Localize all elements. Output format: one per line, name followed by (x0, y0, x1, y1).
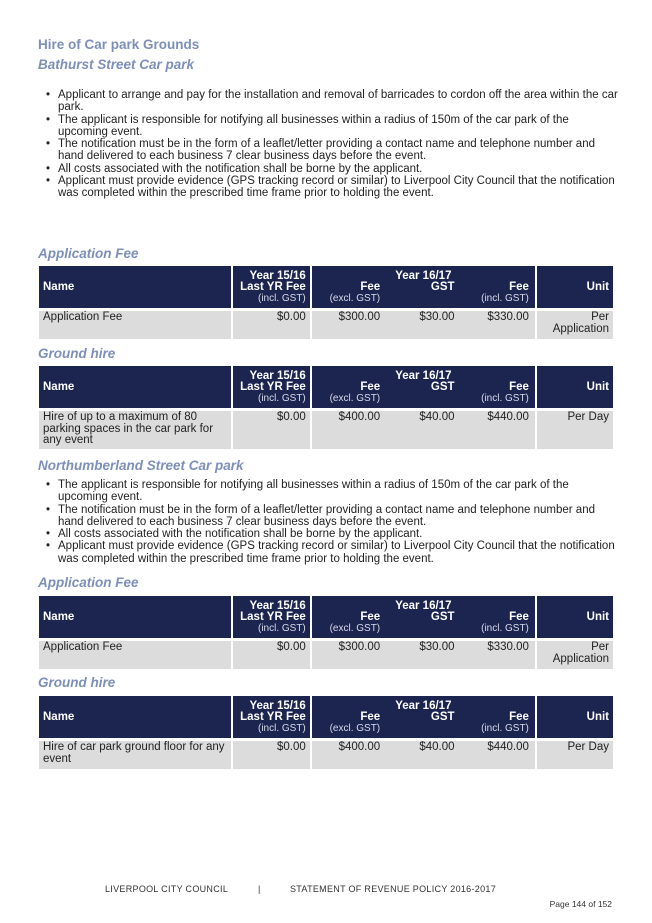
col-fee-incl: Fee (incl. GST) (481, 610, 529, 634)
cell-gst: $30.00 (419, 641, 455, 653)
footer-separator: | (258, 884, 261, 894)
list-item: • Applicant must provide evidence (GPS tracking record or similar) to Liverpool City Council that the notification was completed within the prescribed time frame prior to holding the event. (46, 540, 621, 565)
bathurst-bullet-list (46, 89, 621, 200)
northumberland-bullet-list (46, 479, 621, 565)
table-title-ground-hire: Ground hire (38, 675, 116, 690)
cell-unit: Per Application (537, 641, 613, 669)
year-1516-label: Year 15/16 (249, 269, 306, 282)
col-last-year (233, 266, 310, 311)
year-1516-label: Year 15/16 (249, 699, 306, 712)
fee-table-application-bathurst (37, 266, 615, 339)
col-fee-excl: Fee (excl. GST) (329, 380, 381, 404)
year-1617-label: Year 16/17 (395, 599, 452, 612)
cell-last-yr-fee: $0.00 (233, 641, 310, 669)
col-fee-incl: Fee (incl. GST) (481, 710, 529, 734)
cell-fee-excl: $300.00 (338, 311, 381, 323)
cell-name: Hire of car park ground floor for any event (39, 741, 231, 769)
col-gst: GST (430, 710, 455, 723)
list-item: • The applicant is responsible for notifying all businesses within a radius of 150m of the car park of the upcoming event. (46, 479, 621, 504)
section-title-northumberland: Northumberland Street Car park (38, 458, 244, 473)
year-1617-label: Year 16/17 (395, 369, 452, 382)
col-unit: Unit (537, 266, 613, 311)
cell-name: Hire of up to a maximum of 80 parking spaces in the car park for any event (39, 411, 231, 449)
col-group-1617 (312, 696, 535, 741)
table-row (39, 411, 613, 449)
table-header-row (39, 266, 613, 311)
col-last-year (233, 596, 310, 641)
cell-last-yr-fee: $0.00 (233, 741, 310, 769)
list-item: • The notification must be in the form of a leaflet/letter providing a contact name and telephone number and hand delivered to each business 7 clear business days before the event. (46, 504, 621, 529)
list-item: • Applicant must provide evidence (GPS tracking record or similar) to Liverpool City Council that the notification was completed within the prescribed time frame prior to holding the event. (46, 175, 621, 200)
table-header-row (39, 596, 613, 641)
col-name: Name (39, 366, 231, 411)
col-fee-excl: Fee (excl. GST) (329, 710, 381, 734)
incl-gst-label: (incl. GST) (257, 722, 306, 734)
year-1617-label: Year 16/17 (395, 699, 452, 712)
col-name: Name (39, 266, 231, 311)
col-group-1617 (312, 366, 535, 411)
cell-fee-excl: $400.00 (338, 741, 381, 753)
table-title-ground-hire: Ground hire (38, 346, 116, 361)
table-row (39, 741, 613, 769)
list-item: • The applicant is responsible for notifying all businesses within a radius of 150m of the car park of the upcoming event. (46, 114, 621, 139)
cell-last-yr-fee: $0.00 (233, 311, 310, 339)
fee-table-application-northumberland (37, 596, 615, 669)
table-header-row (39, 366, 613, 411)
col-fee-incl: Fee (incl. GST) (481, 380, 529, 404)
incl-gst-label: (incl. GST) (257, 292, 306, 304)
cell-fee-excl: $400.00 (338, 411, 381, 423)
last-yr-fee-label: Last YR Fee (240, 280, 306, 293)
col-group-1617 (312, 596, 535, 641)
fee-table-ground-hire-bathurst (37, 366, 615, 449)
cell-fee-incl: $440.00 (487, 741, 529, 753)
footer-document-title: STATEMENT OF REVENUE POLICY 2016-2017 (290, 884, 497, 894)
last-yr-fee-label: Last YR Fee (240, 710, 306, 723)
cell-fee-excl: $300.00 (338, 641, 381, 653)
col-name: Name (39, 596, 231, 641)
col-fee-excl: Fee (excl. GST) (329, 610, 381, 634)
last-yr-fee-label: Last YR Fee (240, 610, 306, 623)
cell-fee-incl: $440.00 (487, 411, 529, 423)
fee-table-ground-hire-northumberland (37, 696, 615, 769)
col-fee-excl: Fee (excl. GST) (329, 280, 381, 304)
col-fee-incl: Fee (incl. GST) (481, 280, 529, 304)
cell-gst: $40.00 (419, 411, 455, 423)
year-1617-label: Year 16/17 (395, 269, 452, 282)
cell-unit: Per Application (537, 311, 613, 339)
cell-gst: $40.00 (419, 741, 455, 753)
list-item: • All costs associated with the notification shall be borne by the applicant. (46, 163, 621, 175)
col-unit: Unit (537, 696, 613, 741)
incl-gst-label: (incl. GST) (257, 622, 306, 634)
table-row (39, 311, 613, 339)
table-title-application-fee: Application Fee (38, 246, 139, 261)
col-gst: GST (430, 610, 455, 623)
cell-fee-incl: $330.00 (487, 641, 529, 653)
section-title-bathurst: Bathurst Street Car park (38, 57, 195, 72)
year-1516-label: Year 15/16 (249, 369, 306, 382)
col-unit: Unit (537, 366, 613, 411)
col-group-1617 (312, 266, 535, 311)
table-header-row (39, 696, 613, 741)
cell-last-yr-fee: $0.00 (233, 411, 310, 449)
cell-gst: $30.00 (419, 311, 455, 323)
table-title-application-fee: Application Fee (38, 575, 139, 590)
page-heading: Hire of Car park Grounds (38, 37, 200, 52)
cell-fee-incl: $330.00 (487, 311, 529, 323)
cell-name: Application Fee (39, 641, 231, 669)
table-row (39, 641, 613, 669)
year-1516-label: Year 15/16 (249, 599, 306, 612)
list-item: • Applicant to arrange and pay for the installation and removal of barricades to cordon off the area within the car park. (46, 89, 621, 114)
col-name: Name (39, 696, 231, 741)
cell-unit: Per Day (537, 411, 613, 449)
col-last-year (233, 366, 310, 411)
page-number: Page 144 of 152 (549, 899, 612, 909)
col-last-year (233, 696, 310, 741)
col-gst: GST (430, 280, 455, 293)
list-item: • The notification must be in the form of a leaflet/letter providing a contact name and telephone number and hand delivered to each business 7 clear business days before the event. (46, 138, 621, 163)
incl-gst-label: (incl. GST) (257, 392, 306, 404)
cell-unit: Per Day (537, 741, 613, 769)
footer-council-name: LIVERPOOL CITY COUNCIL (105, 884, 229, 894)
last-yr-fee-label: Last YR Fee (240, 380, 306, 393)
list-item: • All costs associated with the notification shall be borne by the applicant. (46, 528, 621, 540)
col-unit: Unit (537, 596, 613, 641)
cell-name: Application Fee (39, 311, 231, 339)
col-gst: GST (430, 380, 455, 393)
